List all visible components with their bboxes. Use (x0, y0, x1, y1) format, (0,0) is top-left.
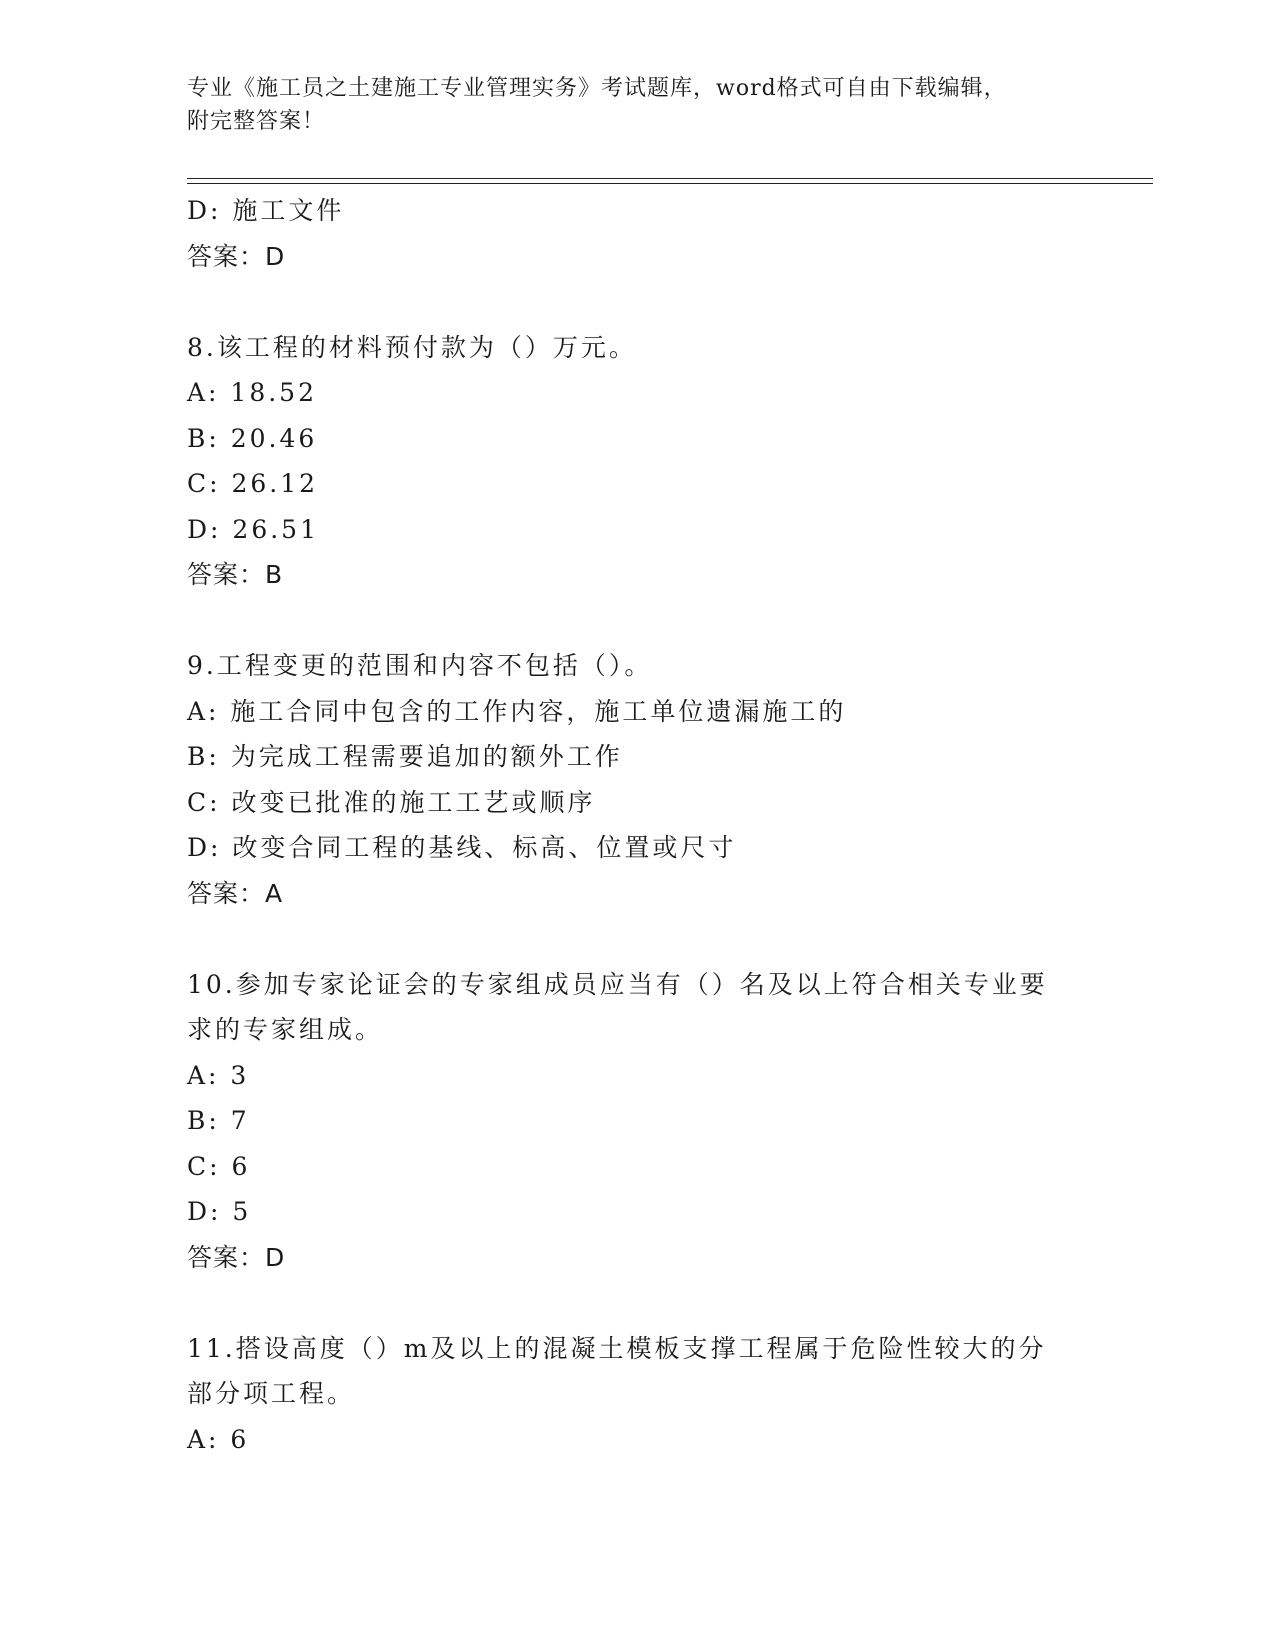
option-b: B: 20.46 (187, 423, 318, 453)
answer-label: 答案：B (187, 560, 284, 589)
header-divider-bottom (187, 183, 1153, 184)
answer-label: 答案：A (187, 878, 284, 908)
option-a: A: 施工合同中包含的工作内容，施工单位遗漏施工的 (187, 696, 847, 726)
question-list (187, 188, 1087, 1462)
option-a: A: 3 (187, 1060, 250, 1090)
option-d: D: 改变合同工程的基线、标高、位置或尺寸 (187, 833, 737, 862)
option-a: A: 6 (187, 1424, 250, 1454)
question-block-10 (187, 962, 1087, 1281)
question-block-8 (187, 325, 1087, 598)
header-line-1: 专业《施工员之土建施工专业管理实务》考试题库，word格式可自由下载编辑， (187, 76, 1007, 101)
question-text-line-2: 求的专家组成。 (187, 1015, 384, 1044)
option-c: C: 改变已批准的施工工艺或顺序 (187, 787, 596, 817)
option-c: C: 6 (187, 1151, 251, 1181)
question-text-line-2: 部分项工程。 (187, 1379, 356, 1408)
question-text: 8.该工程的材料预付款为（）万元。 (187, 332, 637, 362)
question-block-7 (187, 188, 1087, 279)
question-text-line-1: 10.参加专家论证会的专家组成员应当有（）名及以上符合相关专业要 (187, 969, 1048, 999)
option-b: B: 为完成工程需要追加的额外工作 (187, 742, 623, 771)
question-text: 9.工程变更的范围和内容不包括（）。 (187, 651, 653, 680)
document-header (187, 72, 1067, 138)
option-a: A: 18.52 (187, 378, 317, 407)
option-b: B: 7 (187, 1106, 250, 1135)
option-d: D: 施工文件 (187, 196, 345, 225)
question-block-9 (187, 643, 1087, 916)
option-c: C: 26.12 (187, 469, 319, 498)
answer-label: 答案：D (187, 1242, 286, 1272)
header-divider-top (187, 178, 1153, 179)
option-d: D: 26.51 (187, 514, 319, 544)
question-text-line-1: 11.搭设高度（）m及以上的混凝土模板支撑工程属于危险性较大的分 (187, 1333, 1047, 1363)
question-block-11 (187, 1326, 1087, 1463)
answer-label: 答案：D (187, 241, 286, 271)
header-line-2: 附完整答案！ (187, 109, 326, 134)
option-d: D: 5 (187, 1197, 252, 1226)
